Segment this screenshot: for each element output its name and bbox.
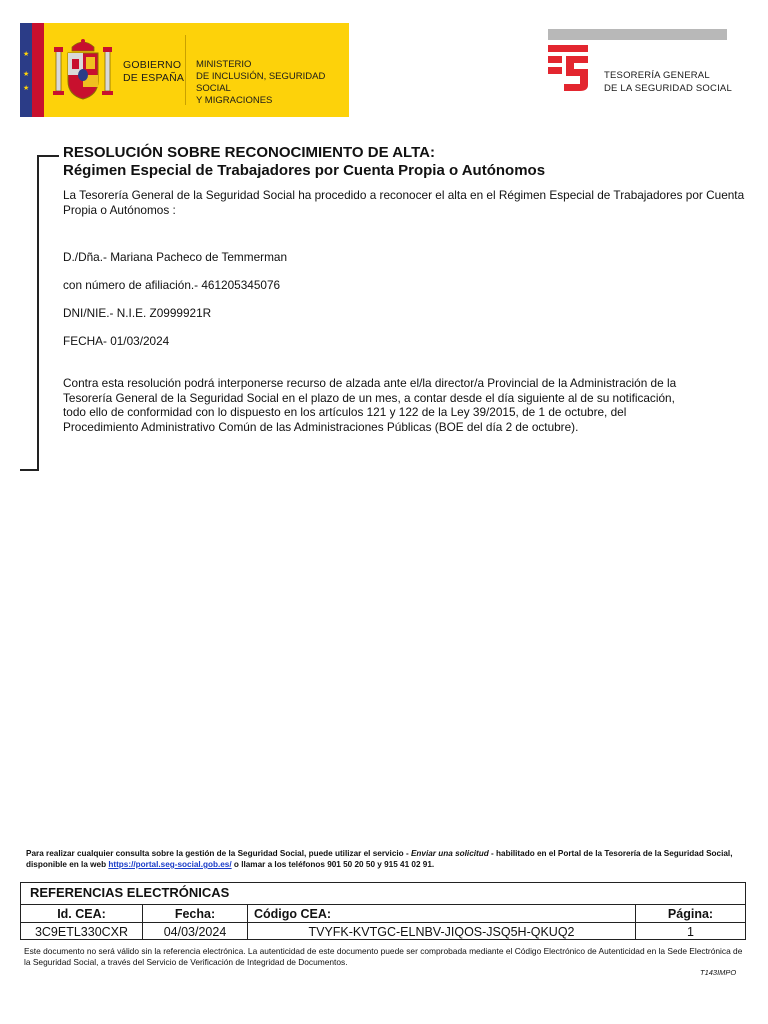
consult-text: o llamar a los teléfonos 901 50 20 50 y 915 41 02 91. — [231, 860, 435, 869]
consult-notice — [26, 848, 740, 870]
dni-nie: DNI/NIE.- N.I.E. Z0999921R — [63, 306, 212, 320]
refs-header-cell: Fecha: — [143, 905, 248, 923]
intro-line: Propia o Autónomos : — [63, 202, 176, 217]
appeal-paragraph — [63, 376, 745, 434]
eu-flag-stripe — [20, 23, 32, 117]
affiliation-number: con número de afiliación.- 461205345076 — [63, 278, 281, 292]
government-banner — [20, 23, 349, 117]
star-icon: ★ — [23, 51, 30, 58]
bracket-line — [37, 155, 59, 157]
appeal-line: todo ello de conformidad con lo dispuesto en los artículos 121 y 122 de la Ley 39/2015, de 1 de octubre, del — [63, 405, 627, 419]
table-row — [21, 923, 745, 941]
person-name: D./Dña.- Mariana Pacheco de Temmerman — [63, 250, 288, 264]
refs-header-cell: Código CEA: — [248, 905, 636, 923]
disclaimer-text: Este documento no será válido sin la referencia electrónica. La autenticidad de este documento puede ser comprobada mediante el Código Electrónico de Autenticidad en la Sede Electrónica de la Seguridad Social, a través del Servicio de Verificación de Integridad de Documentos. — [24, 946, 743, 967]
document-title: RESOLUCIÓN SOBRE RECONOCIMIENTO DE ALTA: — [63, 144, 435, 161]
appeal-line: Procedimiento Administrativo Común de las Administraciones Públicas (BOE del día 2 de octubre). — [63, 419, 579, 434]
tgss-logo-icon — [548, 45, 588, 91]
refs-header-cell: Página: — [636, 905, 746, 923]
portal-link[interactable]: https://portal.seg-social.gob.es/ — [108, 860, 232, 869]
appeal-line: Contra esta resolución podrá interponerse recurso de alzada ante el/la director/a Provincial de la Administración de la — [63, 376, 677, 390]
refs-value-cell: 04/03/2024 — [143, 923, 248, 941]
tgss-line: DE LA SEGURIDAD SOCIAL — [604, 83, 732, 94]
refs-value-cell: TVYFK-KVTGC-ELNBV-JIQOS-JSQ5H-QKUQ2 — [248, 923, 636, 941]
refs-table — [21, 904, 745, 940]
intro-line: La Tesorería General de la Seguridad Social ha procedido a reconocer el alta en el Régimen Especial de Trabajadores por Cuenta — [63, 188, 745, 202]
tgss-grey-bar — [548, 29, 727, 40]
consult-service-name: Enviar una solicitud — [410, 849, 489, 858]
refs-value-cell: 1 — [636, 923, 746, 941]
document-date: FECHA- 01/03/2024 — [63, 334, 170, 348]
refs-value-cell: 3C9ETL330CXR — [21, 923, 143, 941]
appeal-line: Tesorería General de la Seguridad Social en el plazo de un mes, a contar desde el día siguiente al de su notificación, — [63, 390, 675, 405]
ministry-line: DE INCLUSIÓN, SEGURIDAD SOCIAL — [196, 71, 326, 94]
star-icon: ★ — [23, 85, 30, 92]
refs-header-cell: Id. CEA: — [21, 905, 143, 923]
consult-text: - habilitado en el Portal de la Tesorería de la Seguridad Social, disponible en la web — [26, 849, 733, 869]
document-code: T143IMPO — [700, 968, 737, 977]
ministry-line: Y MIGRACIONES — [196, 95, 273, 106]
gov-line: GOBIERNO — [123, 59, 182, 71]
star-icon: ★ — [23, 71, 30, 78]
coat-of-arms-icon — [52, 37, 114, 103]
gov-line: DE ESPAÑA — [123, 72, 185, 84]
intro-paragraph — [63, 188, 745, 217]
government-name — [123, 59, 184, 85]
ministry-line: MINISTERIO — [196, 59, 252, 70]
ministry-name — [196, 59, 349, 107]
electronic-references-box — [20, 882, 746, 940]
bracket-line — [20, 469, 39, 471]
refs-title: REFERENCIAS ELECTRÓNICAS — [30, 885, 230, 900]
table-row — [21, 905, 745, 923]
tgss-line: TESORERÍA GENERAL — [604, 70, 710, 81]
tgss-name — [604, 69, 732, 95]
spanish-flag-stripe — [32, 23, 44, 117]
bracket-line — [37, 155, 39, 471]
banner-divider — [185, 35, 186, 105]
document-subtitle: Régimen Especial de Trabajadores por Cuenta Propia o Autónomos — [63, 162, 546, 179]
consult-text: Para realizar cualquier consulta sobre la gestión de la Seguridad Social, puede utilizar el servicio - — [26, 849, 411, 858]
